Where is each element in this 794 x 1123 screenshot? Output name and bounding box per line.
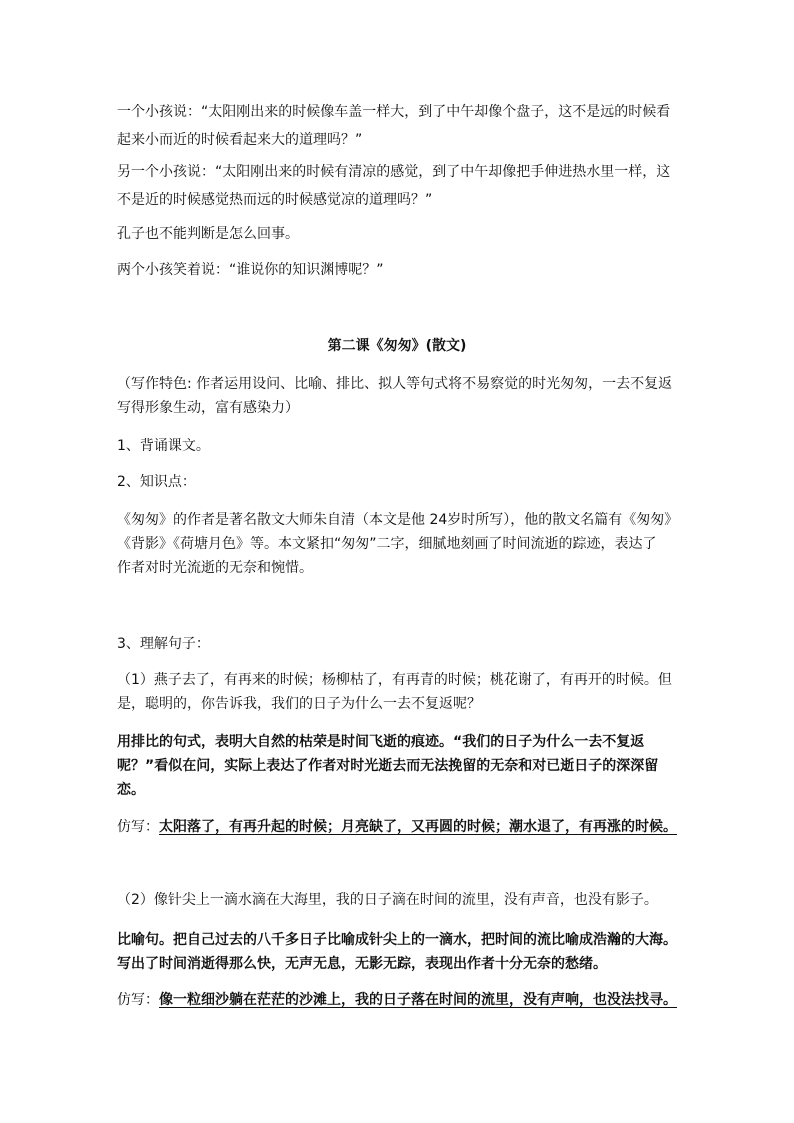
text-line: 呢？”看似在问，实际上表达了作者对时光逝去而无法挽留的无奈和对已逝日子的深深留: [117, 758, 659, 774]
item-1-recite: 1、背诵课文。: [117, 438, 210, 454]
imitation-1: [117, 815, 683, 839]
knowledge-paragraph: [117, 508, 683, 580]
item-3-understand-heading: 3、理解句子：: [117, 636, 210, 652]
imitation-text: 像一粒细沙躺在茫茫的沙滩上，我的日子落在时间的流里，没有声响，也没法找寻。: [159, 992, 677, 1008]
text-line: （1）燕子去了，有再来的时候；杨柳枯了，有再青的时候；桃花谢了，有再开的时候。但: [117, 672, 672, 688]
writing-features: [117, 372, 683, 420]
text-line: 是，聪明的，你告诉我，我们的日子为什么一去不复返呢？: [117, 696, 481, 712]
text-line: 起来小而近的时候看起来大的道理吗？”: [117, 132, 363, 148]
imitation-2: [117, 988, 683, 1012]
imitation-label: 仿写：: [117, 819, 159, 835]
imitation-text: 太阳落了，有再升起的时候；月亮缺了，又再圆的时候；潮水退了，有再涨的时候。: [159, 819, 677, 835]
text-line: （写作特色: 作者运用设问、比喻、排比、拟人等句式将不易察觉的时光匆匆，一去不复返: [117, 376, 673, 392]
text-line: 作者对时光流逝的无奈和惋惜。: [117, 560, 313, 576]
lesson-title: 第二课《匆匆》(散文): [327, 338, 467, 354]
text-line: 一个小孩说：“太阳刚出来的时候像车盖一样大，到了中午却像个盘子，这不是远的时候看: [117, 104, 671, 120]
item-2-knowledge-heading: 2、知识点：: [117, 474, 196, 490]
text-line: 写出了时间消逝得那么快，无声无息，无影无踪，表现出作者十分无奈的愁绪。: [117, 956, 607, 972]
text-line: 另一个小孩说：“太阳刚出来的时候有清凉的感觉，到了中午却像把手伸进热水里一样，这: [117, 164, 671, 180]
text-line: 比喻句。把自己过去的八千多日子比喻成针尖上的一滴水，把时间的流比喻成浩瀚的大海。: [117, 932, 677, 948]
imitation-label: 仿写：: [117, 992, 159, 1008]
text-line: 写得形象生动，富有感染力）: [117, 400, 299, 416]
text-line: 《匆匆》的作者是著名散文大师朱自清（本文是他 24岁时所写），他的散文名篇有《匆匆》: [117, 512, 679, 528]
story-paragraph-3: 孔子也不能判断是怎么回事。: [117, 226, 299, 242]
story-paragraph-4: 两个小孩笑着说：“谁说你的知识渊博呢？”: [117, 262, 384, 278]
story-paragraph-1: [117, 100, 683, 152]
text-line: 用排比的句式，表明大自然的枯荣是时间飞逝的痕迹。“我们的日子为什么一去不复返: [117, 734, 645, 750]
analysis-1: [117, 730, 683, 802]
text-line: 不是近的时候感觉热而远的时候感觉凉的道理吗？”: [117, 192, 433, 208]
story-paragraph-2: [117, 160, 683, 212]
text-line: 《背影》《荷塘月色》等。本文紧扣“匆匆”二字，细腻地刻画了时间流逝的踪迹，表达了: [117, 536, 657, 552]
text-line: 恋。: [117, 782, 145, 798]
sentence-1: [117, 668, 683, 716]
analysis-2: [117, 928, 683, 976]
sentence-2: （2）像针尖上一滴水滴在大海里，我的日子滴在时间的流里，没有声音，也没有影子。: [117, 892, 658, 908]
